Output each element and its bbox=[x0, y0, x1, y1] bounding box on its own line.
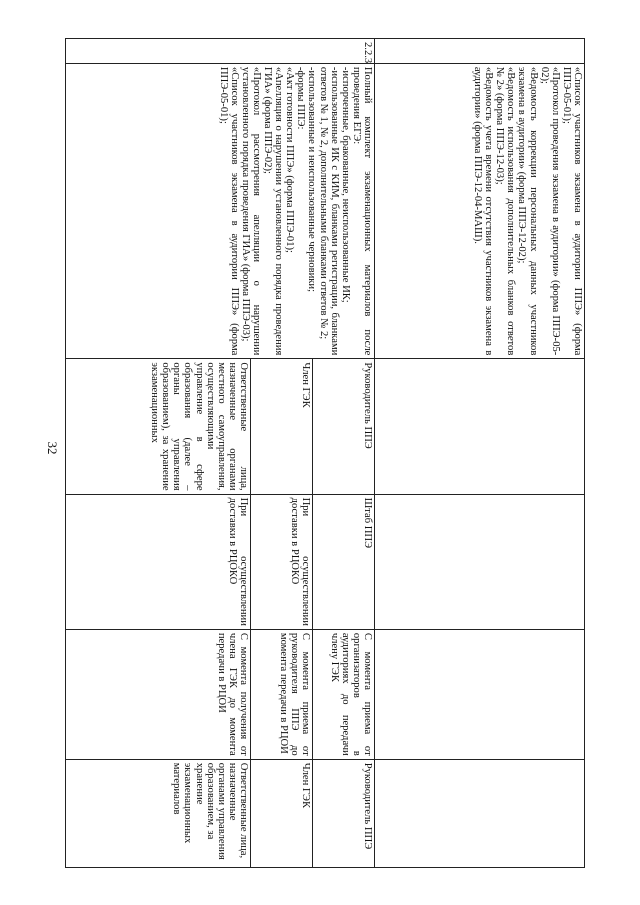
recipient-cell: Ответственные лица, назначенные органами управления образованием, за хранение экзаменационных материалов bbox=[66, 759, 251, 867]
doc-line: -использованные ИК с КИМ, бланками регистрации, бланками ответов № 1, № 2, дополнительными бланками ответов № 2; bbox=[317, 66, 340, 356]
doc-line: «Протокол рассмотрения апелляции о нарушении установленного порядка проведения ГИА» (форма ППЭ-03); bbox=[239, 66, 262, 356]
row-number bbox=[375, 39, 585, 64]
responsible-cell: Руководитель ППЭ bbox=[313, 359, 375, 494]
doc-line: «Список участников экзамена в аудитории ППЭ» (форма ППЭ-05-01); bbox=[217, 66, 240, 356]
location-cell: При осуществлении доставки в РЦОКО bbox=[66, 494, 251, 629]
doc-line: -испорченные, бракованные, неиспользованные ИК; bbox=[339, 66, 351, 303]
location-cell bbox=[375, 494, 585, 629]
period-cell: С момента приема от организаторов в аудиториях до передачи члену ГЭК bbox=[313, 629, 375, 759]
table-row bbox=[313, 39, 375, 868]
doc-line: «Ведомость учета времени отсутствия участников экзамена в аудитории» (форма ППЭ-12-04-МАШ). bbox=[472, 66, 495, 356]
location-cell: Штаб ППЭ bbox=[313, 494, 375, 629]
documents-cell bbox=[66, 63, 375, 358]
location-cell: При осуществлении доставки в РЦОКО bbox=[251, 494, 313, 629]
recipient-cell: Руководитель ППЭ bbox=[313, 759, 375, 867]
responsible-cell bbox=[375, 359, 585, 494]
doc-line: «Апелляция о нарушении установленного порядка проведения ГИА» (форма ППЭ-02); bbox=[262, 66, 285, 356]
period-cell: С момента приема от руководителя ППЭ до момента передачи в РЦОИ bbox=[251, 629, 313, 759]
doc-line: Полный комплект экзаменационных материалов после проведения ЕГЭ: bbox=[350, 66, 373, 356]
doc-line: «Ведомость коррекции персональных данных участников экзамена в аудитории» (форма ППЭ-12-02); bbox=[516, 66, 539, 356]
responsible-cell: Член ГЭК bbox=[251, 359, 313, 494]
doc-line: «Список участников экзамена в аудитории ППЭ» (форма ППЭ-05-01); bbox=[560, 66, 583, 356]
doc-line: -формы ППЭ: bbox=[295, 66, 307, 130]
row-number: 2.2.3. bbox=[66, 39, 375, 64]
period-cell: С момента получения от члена ГЭК до момента передачи в РЦОИ bbox=[66, 629, 251, 759]
doc-line: «Ведомость использования дополнительных бланков ответов № 2» (форма ППЭ-12-03); bbox=[494, 66, 517, 356]
recipient-cell: Член ГЭК bbox=[251, 759, 313, 867]
doc-line: «Акт готовности ППЭ» (форма ППЭ-01); bbox=[284, 66, 296, 253]
period-cell bbox=[375, 629, 585, 759]
page-number: 32 bbox=[45, 441, 60, 455]
table-row bbox=[375, 39, 585, 868]
responsible-cell: Ответственные лица, назначенные органами местного самоуправления, осуществляющими управление в сфере образования (далее – органы управления образованием), за хранение экзаменационных bbox=[66, 359, 251, 494]
doc-line: -использованные и неиспользованные черновики; bbox=[306, 66, 318, 293]
documents-cell bbox=[375, 63, 585, 358]
rotated-table-frame bbox=[65, 38, 585, 868]
responsibility-table bbox=[65, 38, 585, 868]
recipient-cell bbox=[375, 759, 585, 867]
doc-line: «Протокол проведения экзамена в аудитории» (форма ППЭ-05-02); bbox=[538, 66, 561, 356]
